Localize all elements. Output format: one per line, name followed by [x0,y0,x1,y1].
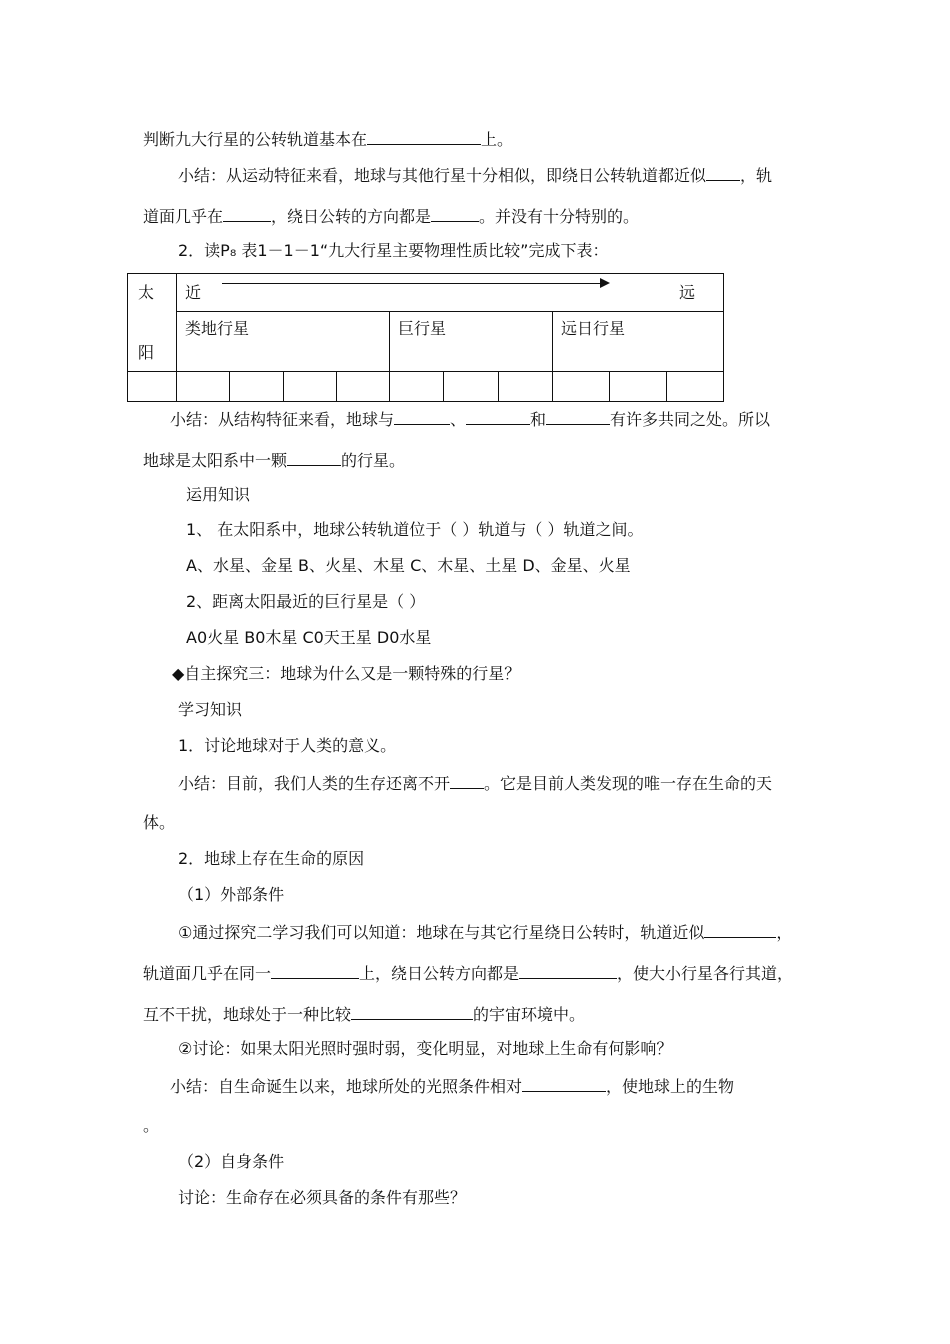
text-line: 判断九大行星的公转轨道基本在 上。 [143,130,514,149]
table-cell[interactable] [553,372,610,402]
section-heading: 学习知识 [178,700,243,719]
instruction-line: 2．读P₈ 表1－1－1“九大行星主要物理性质比较”完成下表： [178,241,609,260]
table-cell[interactable] [390,372,444,402]
text-line: （2）自身条件 [178,1152,285,1171]
fill-blank[interactable] [223,205,271,222]
fill-blank[interactable] [450,772,484,789]
fill-blank[interactable] [522,1075,606,1092]
distance-arrow [222,283,608,284]
table-cell[interactable] [610,372,667,402]
fill-blank[interactable] [394,408,450,425]
giant-group: 巨行星 [390,312,553,372]
text-line: 2．地球上存在生命的原因 [178,849,365,868]
text-line: 小结：从结构特征来看，地球与 、 和 有许多共同之处。所以 [170,410,771,429]
table-cell[interactable] [336,372,389,402]
question-1-options: A、水星、金星 B、火星、木星 C、木星、土星 D、金星、火星 [186,556,631,575]
fill-blank[interactable] [367,128,481,145]
inquiry-heading: ◆自主探究三：地球为什么又是一颗特殊的行星？ [172,664,521,683]
near-label: 近 [185,283,202,302]
fill-blank[interactable] [519,962,617,979]
fill-blank[interactable] [706,164,740,181]
fill-blank[interactable] [546,408,610,425]
table-cell[interactable] [177,372,230,402]
text-line: 小结：目前，我们人类的生存还离不开 。它是目前人类发现的唯一存在生命的天 [178,774,773,793]
distance-row [177,274,724,312]
fill-blank[interactable] [271,962,359,979]
text-line: ②讨论：如果太阳光照时强时弱，变化明显，对地球上生命有何影响？ [178,1039,673,1058]
text-line: 小结：从运动特征来看，地球与其他行星十分相似，即绕日公转轨道都近似 ，轨 [178,166,773,185]
table-cell[interactable] [444,372,498,402]
text-line: 轨道面几乎在同一 上，绕日公转方向都是 ，使大小行星各行其道， [143,964,794,983]
text-line: 道面几乎在 ，绕日公转的方向都是 。并没有十分特别的。 [143,207,640,226]
arrow-head-icon [600,278,610,288]
text-line: 讨论：生命存在必须具备的条件有那些？ [178,1188,467,1207]
planet-table [127,273,724,402]
table-cell[interactable] [283,372,336,402]
text-line: 。 [143,1116,160,1135]
text-line: 1．讨论地球对于人类的意义。 [178,736,397,755]
fill-blank[interactable] [466,408,530,425]
text-line: ①通过探究二学习我们可以知道：地球在与其它行星绕日公转时，轨道近似 ， [178,923,793,942]
table-cell[interactable] [230,372,283,402]
text-line: 小结：自生命诞生以来，地球所处的光照条件相对 ，使地球上的生物 [170,1077,735,1096]
far-label: 远 [678,283,695,302]
text-line: （1）外部条件 [178,885,285,904]
sun-cell: 太 阳 [128,274,177,372]
fill-blank[interactable] [704,921,776,938]
fill-blank[interactable] [351,1003,473,1020]
section-heading: 运用知识 [186,485,251,504]
question-1: 1、 在太阳系中，地球公转轨道位于（ ）轨道与（ ）轨道之间。 [186,520,644,539]
table-cell[interactable] [128,372,177,402]
text-line: 互不干扰，地球处于一种比较 的宇宙环境中。 [143,1005,586,1024]
text-line: 体。 [143,813,176,832]
distant-group: 远日行星 [553,312,724,372]
table-cell[interactable] [498,372,552,402]
question-2-options: A0火星 B0木星 C0天王星 D0水星 [186,628,432,647]
text-line: 地球是太阳系中一颗 的行星。 [143,451,406,470]
fill-blank[interactable] [287,449,341,466]
terrestrial-group: 类地行星 [177,312,390,372]
question-2: 2、距离太阳最近的巨行星是（ ） [186,592,426,611]
table-cell[interactable] [667,372,724,402]
fill-blank[interactable] [431,205,479,222]
